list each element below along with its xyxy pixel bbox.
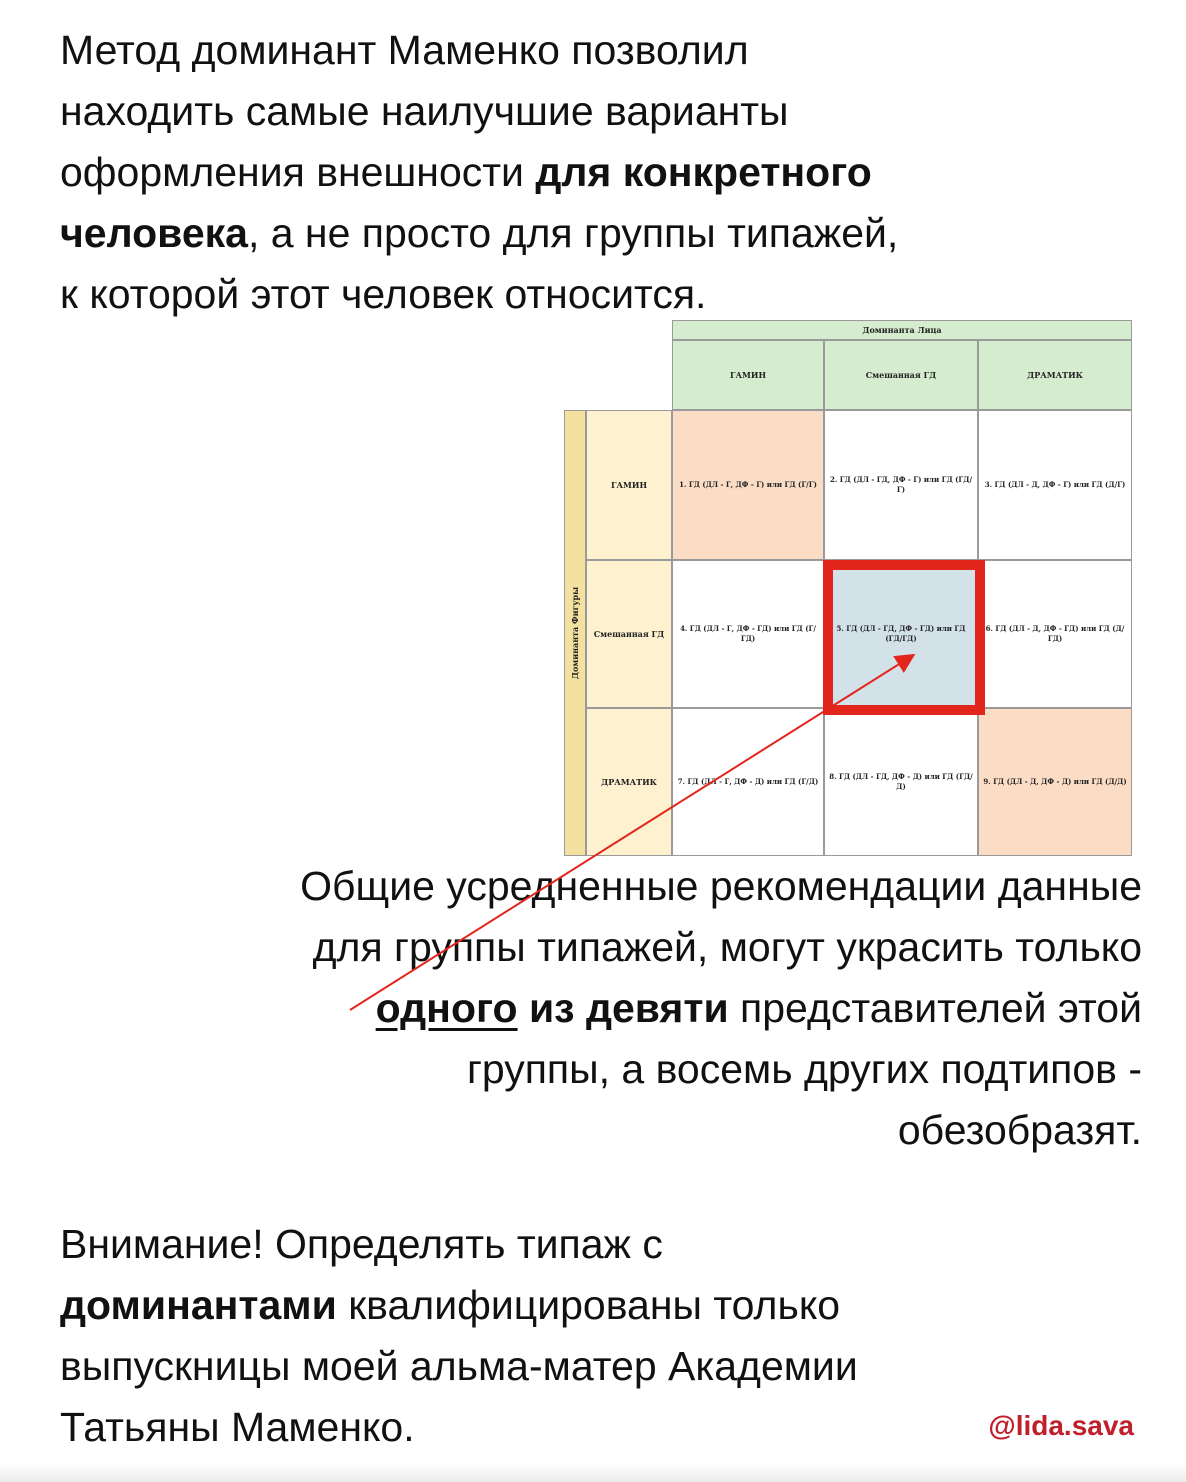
- matrix-cell-3: 3. ГД (ДЛ - Д, ДФ - Г) или ГД (Д/Г): [978, 410, 1132, 560]
- matrix-side-title-text: Доминанта Фигуры: [570, 586, 580, 680]
- matrix-cell-1: 1. ГД (ДЛ - Г, ДФ - Г) или ГД (Г/Г): [672, 410, 824, 560]
- warning-line-1: Внимание! Определять типаж с: [60, 1221, 663, 1267]
- middle-line-1: Общие усредненные рекомендации данные: [300, 863, 1142, 909]
- middle-line-2: для группы типажей, могут украсить только: [312, 924, 1142, 970]
- intro-line-5: к которой этот человек относится.: [60, 271, 707, 317]
- middle-underlined-word: одного: [375, 985, 518, 1031]
- middle-emphasis: из девяти: [517, 985, 729, 1031]
- author-handle: @lida.sava: [988, 1410, 1134, 1441]
- warning-line-4: Татьяны Маменко.: [60, 1404, 415, 1450]
- intro-emphasis-2: человека: [60, 210, 248, 256]
- matrix-cell-9: 9. ГД (ДЛ - Д, ДФ - Д) или ГД (Д/Д): [978, 708, 1132, 856]
- row-header-dramatic: ДРАМАТИК: [586, 708, 672, 856]
- intro-line-4-text: , а не просто для группы типажей,: [247, 210, 899, 256]
- matrix-cell-2: 2. ГД (ДЛ - ГД, ДФ - Г) или ГД (ГД/Г): [824, 410, 978, 560]
- warning-line-2-text: квалифицированы только: [336, 1282, 841, 1328]
- matrix-cell-4: 4. ГД (ДЛ - Г, ДФ - ГД) или ГД (Г/ГД): [672, 560, 824, 708]
- middle-line-5: обезобразят.: [897, 1107, 1142, 1153]
- matrix-top-title: Доминанта Лица: [672, 320, 1132, 340]
- warning-line-3: выпускницы моей альма-матер Академии: [60, 1343, 858, 1389]
- warning-emphasis: доминантами: [60, 1282, 337, 1328]
- matrix-cell-7: 7. ГД (ДЛ - Г, ДФ - Д) или ГД (Г/Д): [672, 708, 824, 856]
- intro-line-2: находить самые наилучшие варианты: [60, 88, 789, 134]
- intro-line-3-text: оформления внешности: [60, 149, 536, 195]
- col-header-mixed: Смешанная ГД: [824, 340, 978, 410]
- middle-line-4: группы, а восемь других подтипов -: [466, 1046, 1142, 1092]
- col-header-dramatic: ДРАМАТИК: [978, 340, 1132, 410]
- warning-line-2: [60, 1275, 1170, 1336]
- row-header-gamin: ГАМИН: [586, 410, 672, 560]
- matrix-cell-8: 8. ГД (ДЛ - ГД, ДФ - Д) или ГД (ГД/Д): [824, 708, 978, 856]
- row-header-mixed: Смешанная ГД: [586, 560, 672, 708]
- bottom-shadow: [0, 1464, 1186, 1482]
- matrix-cell-6: 6. ГД (ДЛ - Д, ДФ - ГД) или ГД (Д/ГД): [978, 560, 1132, 708]
- matrix-cell-5: 5. ГД (ДЛ - ГД, ДФ - ГД) или ГД (ГД/ГД): [824, 560, 978, 708]
- intro-line-1: Метод доминант Маменко позволил: [60, 27, 749, 73]
- middle-line-3-text: представителей этой: [728, 985, 1142, 1031]
- intro-emphasis-1: для конкретного: [535, 149, 872, 195]
- col-header-gamin: ГАМИН: [672, 340, 824, 410]
